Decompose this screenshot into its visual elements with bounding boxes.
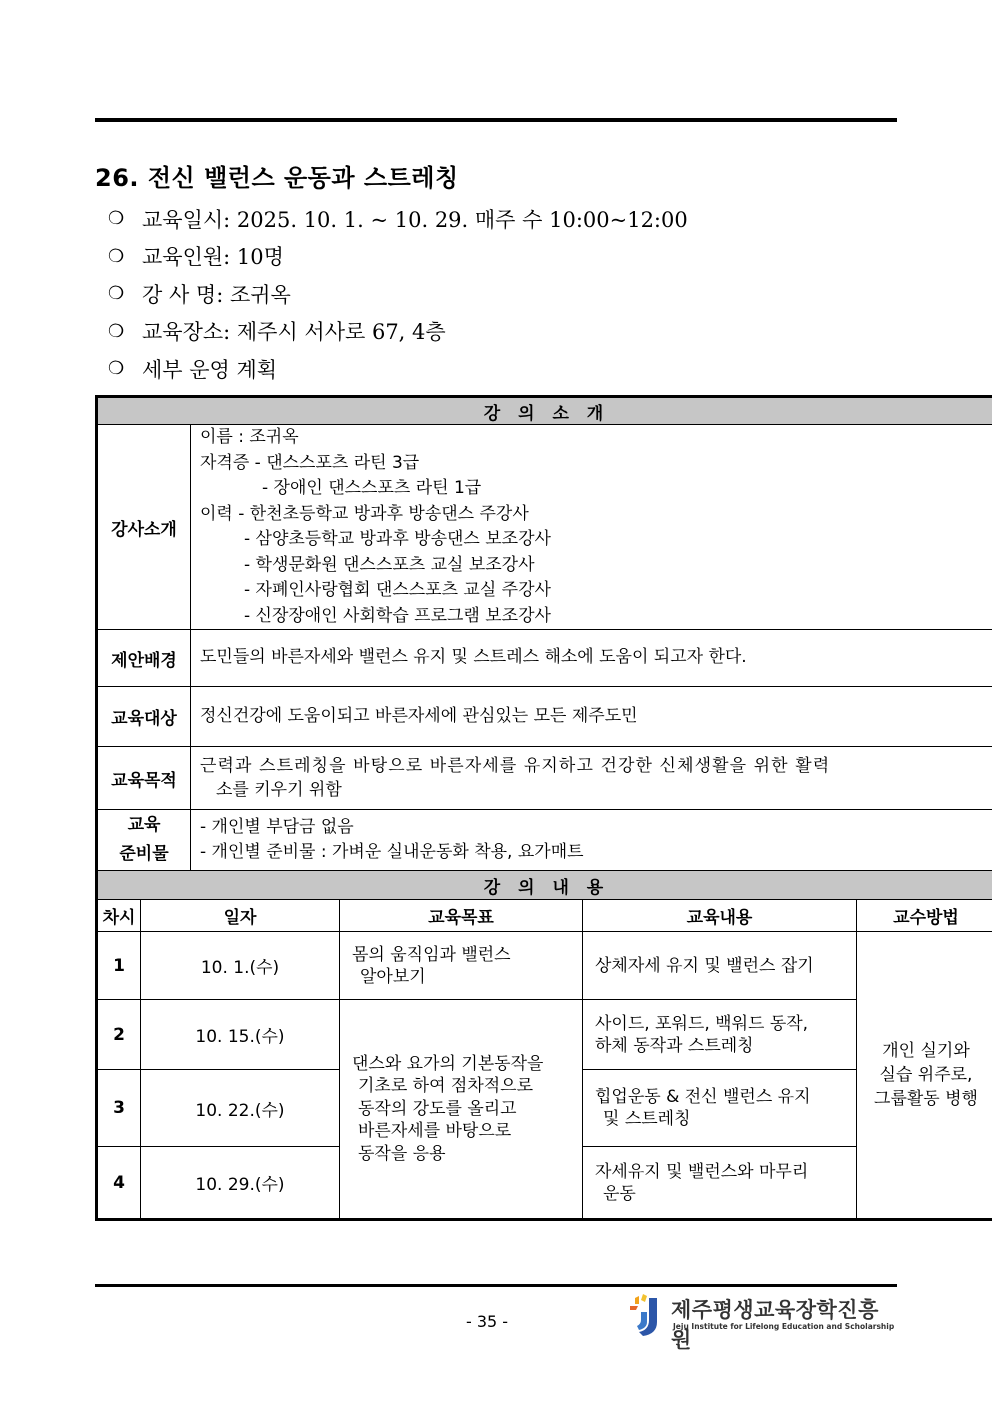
session-content: 힙업운동 & 전신 밸런스 유지 및 스트레칭: [583, 1070, 857, 1147]
instructor-label: 강사소개: [97, 425, 191, 630]
table-row: [97, 932, 992, 1000]
logo-name-ko: 제주평생교육장학진흥원: [671, 1298, 879, 1352]
session-content: 상체자세 유지 및 밸런스 잡기: [583, 932, 857, 1000]
goal-text: 근력과 스트레칭을 바탕으로 바른자세를 유지하고 건강한 신체생활을 위한 활력 소를 키우기 위함: [191, 747, 992, 810]
header-goal: 교육목표: [340, 900, 583, 932]
content-section-header: 강 의 내 용: [97, 871, 992, 900]
bullet-plan: ❍ 세부 운영 계획: [108, 357, 278, 382]
bottom-rule: [95, 1284, 897, 1287]
session-content: 사이드, 포워드, 백워드 동작, 하체 동작과 스트레칭: [583, 1000, 857, 1070]
logo-name-en: Jeju Institute for Lifelong Education and Scholarship: [673, 1322, 895, 1331]
session-number: 1: [97, 932, 141, 1000]
circle-bullet-icon: ❍: [108, 358, 125, 380]
intro-section-header: 강 의 소 개: [97, 397, 992, 425]
bullet-date: ❍ 교육일시: 2025. 10. 1. ~ 10. 29. 매주 수 10:00~12:00: [108, 207, 688, 232]
target-label: 교육대상: [97, 687, 191, 747]
info-bullets: [108, 200, 688, 388]
header-session: 차시: [97, 900, 141, 932]
page-number: - 35 -: [466, 1312, 509, 1331]
materials-label: 교육 준비물: [97, 810, 191, 871]
session-date: 10. 15.(수): [141, 1000, 340, 1070]
session-goal: 몸의 움직임과 밸런스 알아보기: [340, 932, 583, 1000]
target-text: 정신건강에 도움이되고 바른자세에 관심있는 모든 제주도민: [191, 687, 992, 747]
circle-bullet-icon: ❍: [108, 320, 125, 342]
session-number: 4: [97, 1147, 141, 1220]
instructor-content: 이름 : 조귀옥 자격증 - 댄스스포츠 라틴 3급 - 장애인 댄스스포츠 라틴 1급 이력 - 한천초등학교 방과후 방송댄스 주강사 - 삼양초등학교 방과후 방송댄스 보조강사 - 학생문화원 댄스스포츠 교실 보조강사 - 자폐인사랑협회 댄스스포츠 교실 주강사 - 신장장애인 사회학습 프로그램 보조강사: [191, 425, 992, 630]
goal-label: 교육목적: [97, 747, 191, 810]
institute-logo: [627, 1292, 897, 1352]
header-method: 교수방법: [857, 900, 992, 932]
session-number: 3: [97, 1070, 141, 1147]
session-number: 2: [97, 1000, 141, 1070]
teaching-method: 개인 실기와 실습 위주로, 그룹활동 병행: [857, 932, 992, 1220]
course-table: [95, 395, 992, 1221]
top-rule: [95, 118, 897, 122]
circle-bullet-icon: ❍: [108, 245, 125, 267]
circle-bullet-icon: ❍: [108, 283, 125, 305]
background-label: 제안배경: [97, 630, 191, 687]
bullet-location: ❍ 교육장소: 제주시 서사로 67, 4층: [108, 320, 446, 345]
section-title: 26. 전신 밸런스 운동과 스트레칭: [95, 164, 459, 192]
shared-goal: 댄스와 요가의 기본동작을 기초로 하여 점차적으로 동작의 강도를 올리고 바른자세를 바탕으로 동작을 응용: [340, 1000, 583, 1220]
session-date: 10. 22.(수): [141, 1070, 340, 1147]
session-date: 10. 1.(수): [141, 932, 340, 1000]
session-content: 자세유지 및 밸런스와 마무리 운동: [583, 1147, 857, 1220]
header-date: 일자: [141, 900, 340, 932]
background-text: 도민들의 바른자세와 밸런스 유지 및 스트레스 해소에 도움이 되고자 한다.: [191, 630, 992, 687]
logo-mark-icon: [627, 1292, 667, 1338]
session-date: 10. 29.(수): [141, 1147, 340, 1220]
circle-bullet-icon: ❍: [108, 208, 125, 230]
header-content: 교육내용: [583, 900, 857, 932]
materials-text: - 개인별 부담금 없음 - 개인별 준비물 : 가벼운 실내운동화 착용, 요가매트: [191, 810, 992, 871]
bullet-instructor: ❍ 강 사 명: 조귀옥: [108, 282, 291, 307]
bullet-count: ❍ 교육인원: 10명: [108, 245, 284, 270]
